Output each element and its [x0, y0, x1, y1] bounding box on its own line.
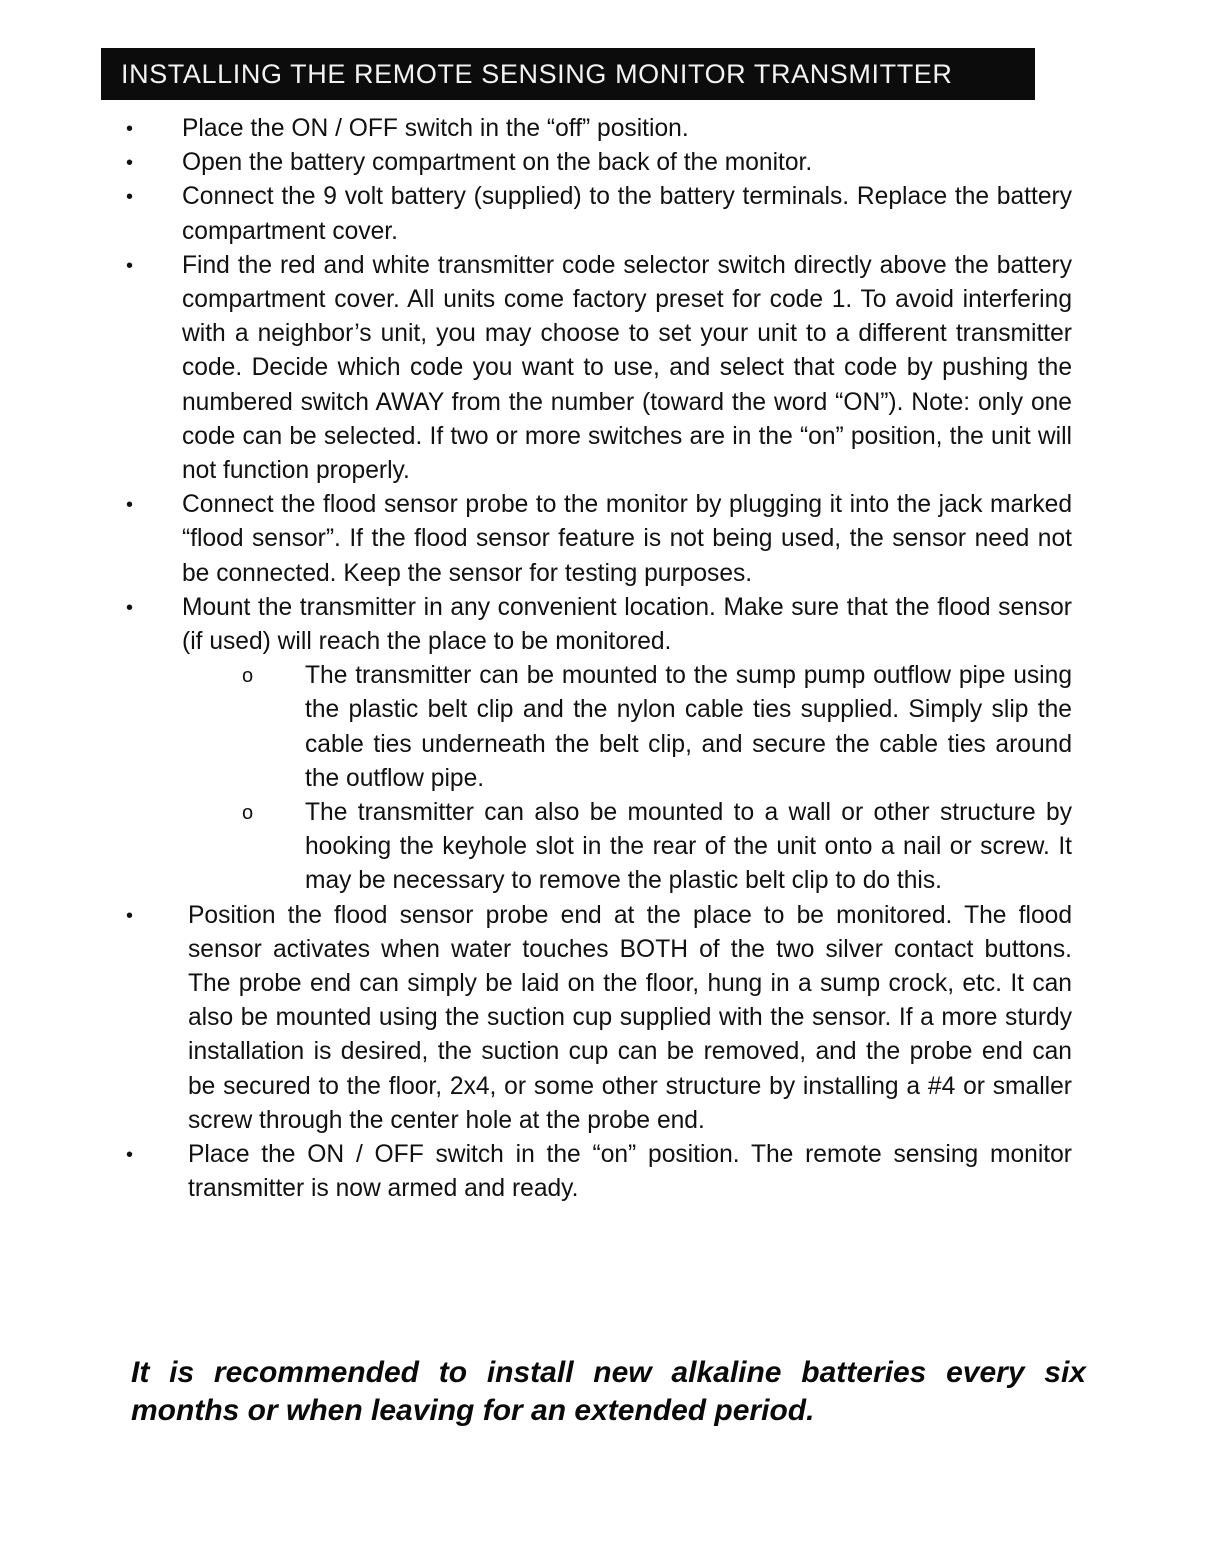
section-title: INSTALLING THE REMOTE SENSING MONITOR TRANSMITTER [101, 48, 1035, 100]
mount-option [242, 659, 1072, 796]
step-text: Place the ON / OFF switch in the “off” position. [182, 115, 689, 142]
bullet-dot-icon: • [126, 494, 134, 517]
step-text: Find the red and white transmitter code selector switch directly above the battery compartment cover. All units come factory preset for code 1. To avoid interfering with a neighbor’s unit, you may choose to set your unit to a different transmitter code. Decide which code you want to use, and select that code by pushing the numbered switch AWAY from the number (toward the word “ON”). Note: only one code can be selected. If two or more switches are in the “on” position, the unit will not function properly. [182, 251, 1072, 485]
step-item [100, 488, 1082, 591]
step-text: Open the battery compartment on the back of the monitor. [182, 149, 813, 177]
step-text: Mount the transmitter in any convenient location. Make sure that the flood sensor (if used) will reach the place to be monitored. [182, 593, 1072, 656]
mount-option-text: The transmitter can be mounted to the sump pump outflow pipe using the plastic belt clip and the nylon cable ties supplied. Simply slip the cable ties underneath the belt clip, and secure the cable ties around the outflow pipe. [305, 662, 1072, 792]
mount-option [242, 796, 1072, 899]
step-item [100, 180, 1082, 248]
step-text: Connect the 9 volt battery (supplied) to the battery terminals. Replace the battery compartment cover. [182, 183, 1072, 245]
bullet-dot-icon: • [126, 904, 134, 927]
mount-option-text: The transmitter can also be mounted to a wall or other structure by hooking the keyhole slot in the rear of the unit onto a nail or screw. It may be necessary to remove the plastic belt clip to do this. [305, 799, 1072, 895]
step-item [100, 112, 1082, 146]
bullet-dot-icon: • [126, 1144, 134, 1167]
step-item [100, 591, 1082, 659]
bullet-circle-icon: o [242, 665, 254, 688]
step-text: Position the flood sensor probe end at the place to be monitored. The flood sensor activates when water touches BOTH of the two silver contact buttons. The probe end can simply be laid on the floor, hung in a sump crock, etc. It can also be mounted using the suction cup supplied with the sensor. If a more sturdy installation is desired, the suction cup can be removed, and the probe end can be secured to the floor, 2x4, or some other structure by installing a #4 or smaller screw through the center hole at the probe end. [188, 901, 1072, 1134]
step-text: Connect the flood sensor probe to the monitor by plugging it into the jack marked “flood sensor”. If the flood sensor feature is not being used, the sensor need not be connected. Keep the sensor for testing purposes. [182, 491, 1072, 587]
step-item [100, 249, 1082, 488]
bullet-dot-icon: • [126, 186, 134, 209]
step-item [100, 899, 1082, 1138]
bullet-circle-icon: o [242, 802, 254, 825]
bullet-dot-icon: • [126, 596, 134, 619]
step-item [100, 1138, 1082, 1206]
bullet-dot-icon: • [126, 254, 134, 277]
bullet-dot-icon: • [126, 152, 134, 175]
step-item [100, 146, 1082, 180]
installation-steps [100, 112, 1082, 1207]
step-text: Place the ON / OFF switch in the “on” position. The remote sensing monitor transmitter is now armed and ready. [188, 1141, 1072, 1203]
battery-recommendation: It is recommended to install new alkaline batteries every six months or when leaving for an extended period. [131, 1356, 1086, 1427]
bullet-dot-icon: • [126, 118, 134, 140]
